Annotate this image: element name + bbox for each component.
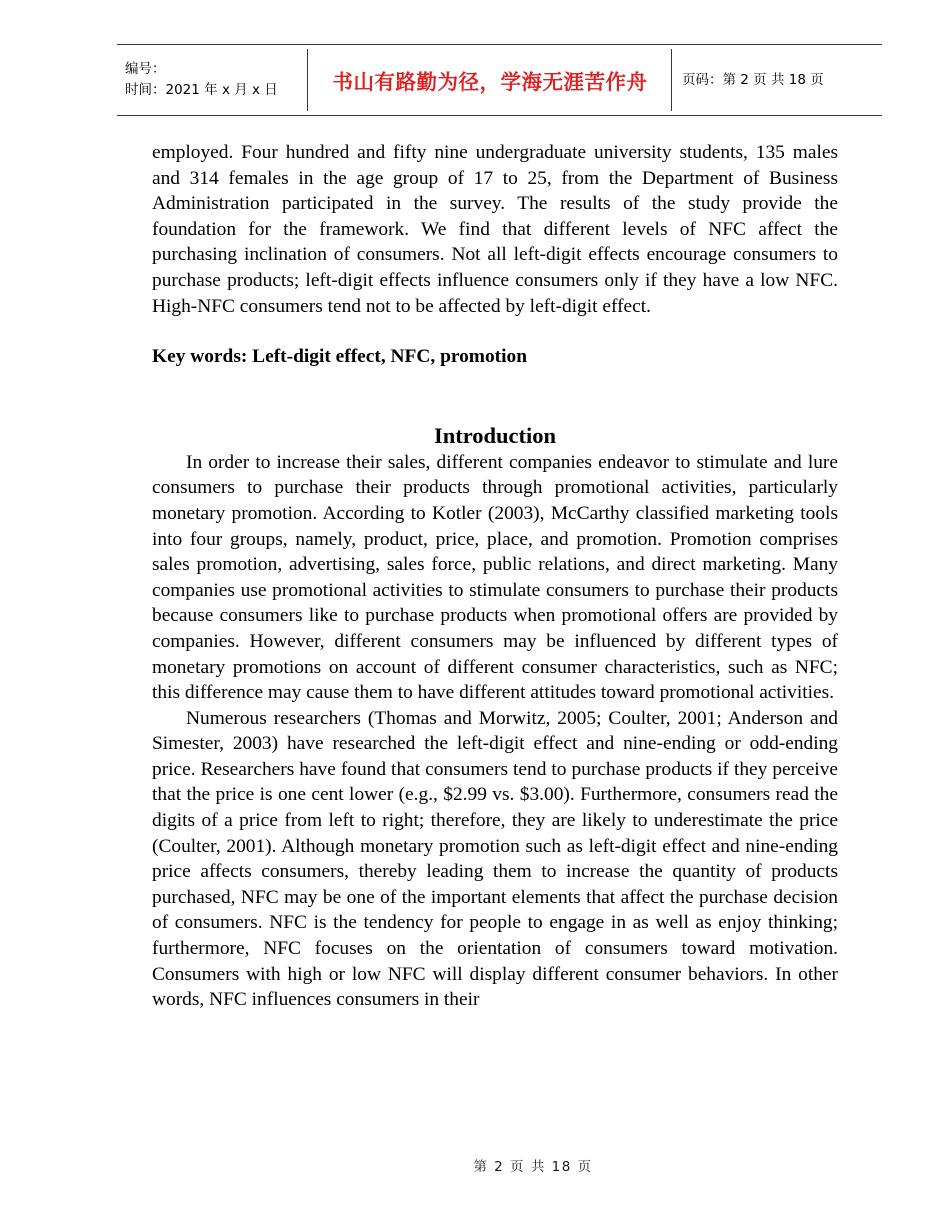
keywords-line: Key words: Left-digit effect, NFC, promotion [152, 346, 527, 368]
introduction-paragraph-1: In order to increase their sales, different companies endeavor to stimulate and lure consumers to purchase their products through promotional activities, particularly monetary promotion. According to Kotler (2003), McCarthy classified marketing tools into four groups, namely, product, price, place, and promotion. Promotion comprises sales promotion, advertising, sales force, public relations, and direct marketing. Many companies use promotional activities to stimulate consumers to purchase their products because consumers like to purchase products when promotional offers are provided by companies. However, different consumers may be influenced by different types of monetary promotions on account of different consumer characteristics, such as NFC; this difference may cause them to have different attitudes toward promotional activities. [152, 451, 838, 704]
page-footer [0, 1155, 950, 1176]
footer-page-number: 第 2 页 共 18 页 [473, 1159, 593, 1175]
header-slogan: 书山有路勤为径，学海无涯苦作舟 [332, 70, 648, 94]
header-page-info: 页码：第 2 页 共 18 页 [682, 71, 824, 88]
introduction-paragraph-2: Numerous researchers (Thomas and Morwitz, 2005; Coulter, 2001; Anderson and Simester, 2003) have researched the left-digit effect and nine-ending or odd-ending price. Researchers have found that consumers tend to purchase products if they perceive that the price is one cent lower (e.g., $2.99 vs. $3.00). Furthermore, consumers read the digits of a price from left to right; therefore, they are likely to underestimate the price (Coulter, 2001). Although monetary promotion such as left-digit effect and nine-ending price affects consumers, thereby leading them to increase the quantity of products purchased, NFC may be one of the important elements that affect the purchase decision of consumers. NFC is the tendency for people to engage in as well as enjoy thinking; furthermore, NFC focuses on the orientation of consumers toward motivation. Consumers with high or low NFC will display different consumer behaviors. In other words, NFC influences consumers in their [152, 707, 838, 1011]
doc-number-label: 编号： [125, 61, 166, 78]
doc-date-label: 时间：2021 年 x 月 x 日 [125, 82, 278, 98]
page-header-table [117, 44, 882, 116]
spacer-after-abstract [152, 319, 838, 344]
spacer-before-section-title [152, 370, 838, 422]
document-body [152, 140, 838, 1013]
section-title-introduction: Introduction [433, 422, 557, 448]
page-header-row [117, 45, 882, 115]
header-cell-doc-meta [117, 45, 308, 115]
abstract-continuation-paragraph: employed. Four hundred and fifty nine undergraduate university students, 135 males and 314 females in the age group of 17 to 25, from the Department of Business Administration participated in the survey. The results of the study provide the foundation for the framework. We find that different levels of NFC affect the purchasing inclination of consumers. Not all left-digit effects encourage consumers to purchase products; left-digit effects influence consumers only if they have a low NFC. High-NFC consumers tend not to be affected by left-digit effect. [152, 142, 838, 317]
header-cell-page-info [672, 45, 882, 115]
header-cell-slogan [308, 45, 672, 115]
